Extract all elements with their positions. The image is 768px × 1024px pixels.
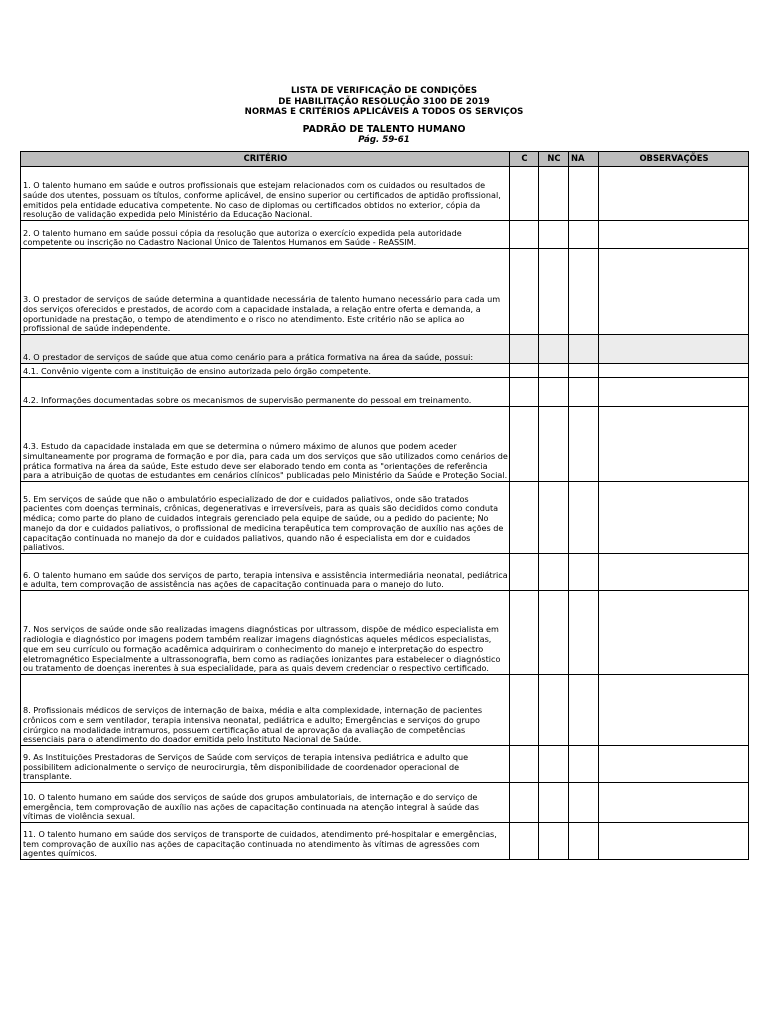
header-nc: NC (539, 152, 569, 167)
document-header (0, 86, 768, 145)
title-line-2: DE HABILITAÇÃO RESOLUÇÃO 3100 DE 2019 (278, 96, 490, 107)
criterion-text: 8. Profissionais médicos de serviços de internação de baixa, média e alta complexidade, internação de pacientes crônicos com e sem ventilador, terapia intensiva neonatal, pediátrica e adulto; Emergências e serviços do grupo cirúrgico na modalidade intramuros, possuem certificação atual de aprovação da avaliação de competências essenciais para o atendimento do doador emitida pelo Instituto Nacional de Saúde. (21, 675, 510, 746)
criterion-text: 4. O prestador de serviços de saúde que atua como cenário para a prática formativa na área da saúde, possui: (21, 335, 510, 364)
c-cell[interactable] (510, 407, 539, 482)
table-row (21, 783, 749, 823)
na-cell[interactable] (569, 335, 599, 364)
table-row (21, 335, 749, 364)
observations-cell[interactable] (599, 591, 749, 675)
observations-cell[interactable] (599, 823, 749, 860)
table-row (21, 675, 749, 746)
criterion-text: 7. Nos serviços de saúde onde são realizadas imagens diagnósticas por ultrassom, dispõe de médico especialista em radiologia e diagnóstico por imagens podem também realizar imagens diagnósticas aqueles médicos especialistas, que em seu currículo ou formação acadêmica adquiriram o conhecimento do manejo e interpretação do espectro eletromagnético Especialmente a ultrassonografia, bem como as radiações ionizantes para estabelecer o diagnóstico ou tratamento de doenças inerentes à sua especialidade, para as quais devem credenciar o respectivo certificado. (21, 591, 510, 675)
title-line-3: NORMAS E CRITÉRIOS APLICÁVEIS A TODOS OS SERVIÇOS (244, 107, 524, 118)
nc-cell[interactable] (539, 591, 569, 675)
criterion-text: 6. O talento humano em saúde dos serviços de parto, terapia intensiva e assistência intermediária neonatal, pediátrica e adulta, tem comprovação de assistência nas ações de capacitação continuada para o manejo do luto. (21, 554, 510, 591)
observations-cell[interactable] (599, 783, 749, 823)
c-cell[interactable] (510, 249, 539, 335)
nc-cell[interactable] (539, 783, 569, 823)
nc-cell[interactable] (539, 249, 569, 335)
criterion-text: 3. O prestador de serviços de saúde determina a quantidade necessária de talento humano necessário para cada um dos serviços oferecidos e prestados, de acordo com a capacidade instalada, a relação entre oferta e demanda, a oportunidade na prestação, o tempo de atendimento e o risco no atendimento. Este critério não se aplica ao profissional de saúde independente. (21, 249, 510, 335)
header-na: NA (569, 152, 599, 167)
c-cell[interactable] (510, 378, 539, 407)
table-row (21, 823, 749, 860)
observations-cell[interactable] (599, 378, 749, 407)
na-cell[interactable] (569, 364, 599, 378)
c-cell[interactable] (510, 591, 539, 675)
na-cell[interactable] (569, 249, 599, 335)
nc-cell[interactable] (539, 364, 569, 378)
criterion-text: 9. As Instituições Prestadoras de Serviços de Saúde com serviços de terapia intensiva pediátrica e adulto que possibilitem adicionalmente o serviço de neurocirurgia, têm disponibilidade de coordenador operacional de transplante. (21, 746, 510, 783)
c-cell[interactable] (510, 167, 539, 221)
criterion-text: 4.3. Estudo da capacidade instalada em que se determina o número máximo de alunos que podem aceder simultaneamente por programa de formação e por dia, para cada um dos serviços que são utilizados como cenários de prática formativa na área da saúde, Este estudo deve ser elaborado tendo em conta as "orientações de referência para a atribuição de quotas de estudantes em cenários clínicos" publicadas pelo Ministério da Saúde e Proteção Social. (21, 407, 510, 482)
c-cell[interactable] (510, 746, 539, 783)
observations-cell[interactable] (599, 554, 749, 591)
na-cell[interactable] (569, 482, 599, 554)
criterion-text: 10. O talento humano em saúde dos serviços de saúde dos grupos ambulatoriais, de internação e do serviço de emergência, tem comprovação de auxílio nas ações de capacitação continuada na atenção integral à saúde das vítimas de violência sexual. (21, 783, 510, 823)
nc-cell[interactable] (539, 746, 569, 783)
title-line-1: LISTA DE VERIFICAÇÃO DE CONDIÇÕES (290, 86, 478, 96)
observations-cell[interactable] (599, 746, 749, 783)
criterion-text: 4.2. Informações documentadas sobre os mecanismos de supervisão permanente do pessoal em treinamento. (21, 378, 510, 407)
criterion-text: 4.1. Convênio vigente com a instituição de ensino autorizada pelo órgão competente. (21, 364, 510, 378)
nc-cell[interactable] (539, 675, 569, 746)
criterion-text: 11. O talento humano em saúde dos serviços de transporte de cuidados, atendimento pré-hospitalar e emergências, tem comprovação de auxílio nas ações de capacitação continuada no atendimento às vítimas de agressões com agentes químicos. (21, 823, 510, 860)
na-cell[interactable] (569, 783, 599, 823)
table-row (21, 167, 749, 221)
c-cell[interactable] (510, 783, 539, 823)
nc-cell[interactable] (539, 482, 569, 554)
na-cell[interactable] (569, 167, 599, 221)
nc-cell[interactable] (539, 378, 569, 407)
table-row (21, 554, 749, 591)
checklist-table (20, 151, 749, 860)
na-cell[interactable] (569, 378, 599, 407)
observations-cell[interactable] (599, 482, 749, 554)
c-cell[interactable] (510, 221, 539, 249)
na-cell[interactable] (569, 591, 599, 675)
observations-cell[interactable] (599, 675, 749, 746)
criterion-text: 2. O talento humano em saúde possui cópia da resolução que autoriza o exercício expedida pela autoridade competente ou inscrição no Cadastro Nacional Único de Talentos Humanos em Saúde - ReASSIM. (21, 221, 510, 249)
c-cell[interactable] (510, 675, 539, 746)
nc-cell[interactable] (539, 221, 569, 249)
nc-cell[interactable] (539, 335, 569, 364)
na-cell[interactable] (569, 746, 599, 783)
table-row (21, 482, 749, 554)
observations-cell[interactable] (599, 167, 749, 221)
criterion-text: 1. O talento humano em saúde e outros profissionais que estejam relacionados com os cuidados ou resultados de saúde dos utentes, possuam os títulos, conforme aplicável, de ensino superior ou certificados de aptidão profissional, emitidos pela entidade educativa competente. No caso de diplomas ou certificados obtidos no exterior, cópia da resolução de validação expedida pelo Ministério da Educação Nacional. (21, 167, 510, 221)
table-row (21, 407, 749, 482)
na-cell[interactable] (569, 221, 599, 249)
observations-cell[interactable] (599, 364, 749, 378)
table-row (21, 221, 749, 249)
c-cell[interactable] (510, 823, 539, 860)
header-criterio: CRITÉRIO (21, 152, 510, 167)
c-cell[interactable] (510, 364, 539, 378)
na-cell[interactable] (569, 407, 599, 482)
table-row (21, 249, 749, 335)
nc-cell[interactable] (539, 167, 569, 221)
na-cell[interactable] (569, 675, 599, 746)
table-header-row (21, 152, 749, 167)
table-row (21, 364, 749, 378)
nc-cell[interactable] (539, 554, 569, 591)
c-cell[interactable] (510, 554, 539, 591)
table-row (21, 378, 749, 407)
standard-title: PADRÃO DE TALENTO HUMANO (302, 123, 466, 135)
observations-cell[interactable] (599, 249, 749, 335)
table-row (21, 591, 749, 675)
c-cell[interactable] (510, 482, 539, 554)
na-cell[interactable] (569, 823, 599, 860)
nc-cell[interactable] (539, 823, 569, 860)
table-row (21, 746, 749, 783)
na-cell[interactable] (569, 554, 599, 591)
criterion-text: 5. Em serviços de saúde que não o ambulatório especializado de dor e cuidados paliativos, onde são tratados pacientes com doenças terminais, crônicas, degenerativas e irreversíveis, para as quais são decididos como conduta médica; como parte do plano de cuidados integrais gerenciado pela equipe de saúde, ou a pedido do paciente; No manejo da dor e cuidados paliativos, o profissional de medicina terapêutica tem comprovação de auxílio nas ações de capacitação continuada no manejo da dor e cuidados paliativos, quando não é especialista em dor e cuidados paliativos. (21, 482, 510, 554)
observations-cell[interactable] (599, 407, 749, 482)
c-cell[interactable] (510, 335, 539, 364)
nc-cell[interactable] (539, 407, 569, 482)
observations-cell[interactable] (599, 221, 749, 249)
page-reference: Pág. 59-61 (358, 134, 410, 145)
header-observacoes: OBSERVAÇÕES (599, 152, 749, 167)
header-c: C (510, 152, 539, 167)
observations-cell[interactable] (599, 335, 749, 364)
